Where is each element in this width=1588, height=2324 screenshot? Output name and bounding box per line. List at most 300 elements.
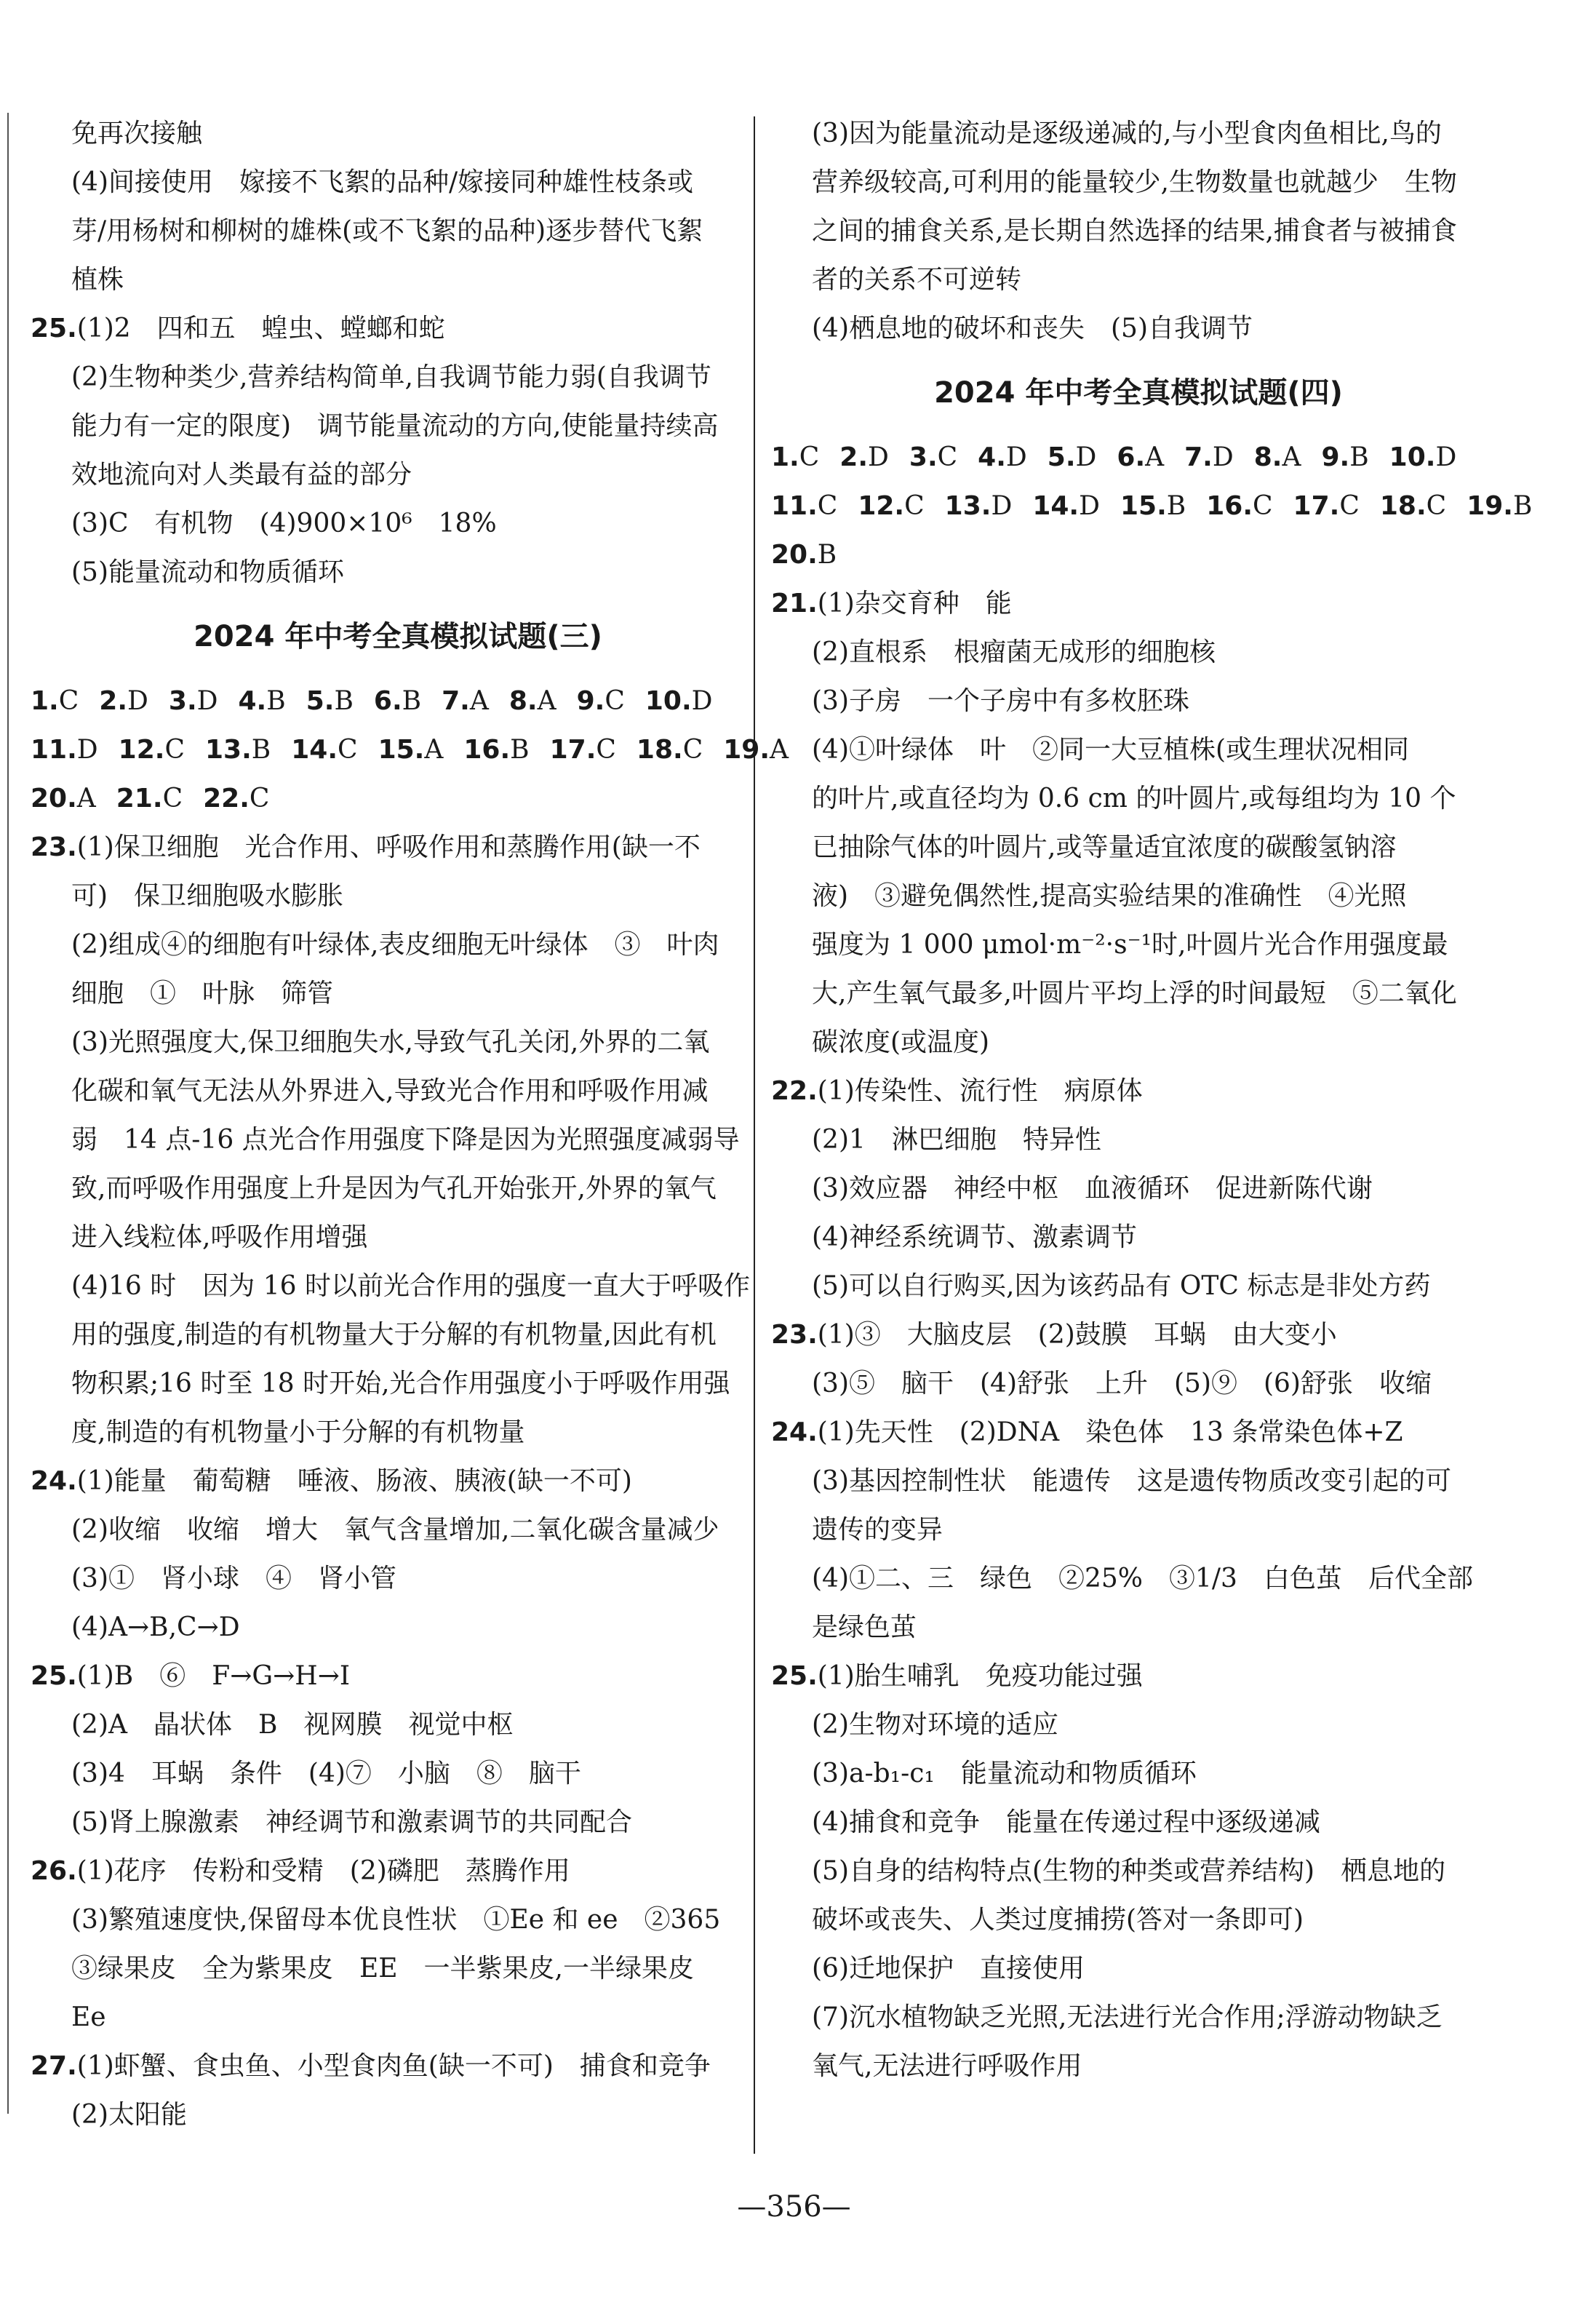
mc-answer: A [424,735,444,765]
mc-number: 13. [204,735,252,765]
answer-line [31,353,765,402]
answer-line [31,1213,765,1262]
question-number: 25. [771,1661,818,1691]
mc-item [306,677,354,725]
answer-line [771,1115,1506,1164]
mc-number: 3. [168,686,197,716]
mc-answer: C [799,442,820,472]
answer-text: (3)效应器 神经中枢 血液循环 促进新陈代谢 [812,1174,1373,1203]
lines-after-mc [31,823,765,2139]
answer-line [771,304,1506,353]
mc-item [119,725,185,774]
mc-number: 11. [771,491,818,521]
answer-line [771,1895,1506,1944]
answer-text: 之间的捕食关系,是长期自然选择的结果,捕食者与被捕食 [812,216,1457,246]
mc-row [31,774,765,823]
mc-answer: D [1075,442,1097,472]
answer-text: (4)间接使用 嫁接不飞絮的品种/嫁接同种雄性枝条或 [71,167,694,197]
mc-number: 14. [1032,491,1080,521]
answer-line [31,1847,765,1895]
mc-answer: C [249,784,270,813]
answer-text: 强度为 1 000 μmol·m⁻²·s⁻¹时,叶圆片光合作用强度最 [812,930,1448,960]
answer-text: (1)2 四和五 蝗虫、螳螂和蛇 [76,314,445,343]
answer-text: (5)能量流动和物质循环 [71,557,344,587]
answer-line [31,1018,765,1067]
mc-answer: C [1253,491,1273,521]
answer-text: 营养级较高,可利用的能量较少,生物数量也就越少 生物 [812,167,1457,197]
mc-number: 9. [1321,442,1350,472]
mc-item [577,677,625,725]
mc-item [1293,482,1360,530]
mc-item [509,677,556,725]
answer-text: (3)因为能量流动是逐级递减的,与小型食肉鱼相比,鸟的 [812,119,1442,148]
answer-line [31,1164,765,1213]
right-column [771,109,1533,2090]
lines-before-title [31,109,765,597]
answer-text: (3)子房 一个子房中有多枚胚珠 [812,686,1189,716]
mc-number: 10. [1389,442,1436,472]
mc-number: 2. [99,686,128,716]
answer-line [31,255,765,304]
answer-text: (3)4 耳蜗 条件 (4)⑦ 小脑 ⑧ 脑干 [71,1759,581,1788]
mc-item [1389,433,1457,482]
mc-item [203,774,269,823]
mc-row [771,482,1533,530]
answer-text: 可) 保卫细胞吸水膨胀 [71,881,344,911]
mc-number: 18. [1379,491,1427,521]
answer-text: (3)① 肾小球 ④ 肾小管 [71,1564,396,1593]
mc-number: 19. [723,735,770,765]
mc-answer: C [58,686,79,716]
mc-answer: D [1212,442,1234,472]
answer-text: (3)C 有机物 (4)900×10⁶ 18% [71,509,497,538]
mc-answer: C [164,735,185,765]
mc-number: 16. [1206,491,1253,521]
answer-line [31,2090,765,2139]
mc-number: 8. [508,686,538,716]
answer-line [771,109,1506,158]
mc-number: 12. [118,735,165,765]
mc-item [771,433,819,482]
mc-number: 14. [291,735,338,765]
answer-line [31,1993,765,2042]
answer-text: (7)沉水植物缺乏光照,无法进行光合作用;浮游动物缺乏 [812,2002,1443,2032]
mc-answer: C [817,491,838,521]
mc-item [771,482,837,530]
mc-item [378,725,444,774]
answer-line [771,1944,1506,1993]
mc-number: 20. [31,784,77,813]
answer-line [31,920,765,969]
mc-answer: B [817,540,837,570]
answer-text: (2)组成④的细胞有叶绿体,表皮细胞无叶绿体 ③ 叶肉 [71,930,719,960]
question-number: 22. [771,1076,818,1106]
mc-row [771,530,1506,579]
answer-text: 物积累;16 时至 18 时开始,光合作用强度小于呼吸作用强 [71,1369,730,1398]
mc-number: 19. [1467,491,1513,521]
mc-answer: A [76,784,96,813]
mc-item [1254,433,1301,482]
mc-number: 21. [116,784,163,813]
answer-line [771,579,1506,628]
answer-line [31,1895,765,1944]
mc-answer: C [682,735,703,765]
mc-item [1117,433,1164,482]
answer-line [31,207,765,255]
mc-number: 20. [771,540,818,570]
mc-number: 5. [306,686,335,716]
answer-line [31,548,765,597]
mc-number: 17. [549,735,597,765]
answer-line [31,1067,765,1115]
mc-number: 16. [463,735,511,765]
answer-line [31,1408,765,1457]
answer-line [31,1944,765,1993]
mc-item [31,774,96,823]
answer-line [31,1457,765,1505]
answer-line [771,2042,1506,2090]
mc-answer: A [469,686,489,716]
answer-text: (3)光照强度大,保卫细胞失水,导致气孔关闭,外界的二氧 [71,1027,710,1057]
mc-row [31,725,789,774]
answer-text: (4)16 时 因为 16 时以前光合作用的强度一直大于呼吸作 [71,1271,750,1301]
mc-answer: B [1166,491,1186,521]
answer-text: (2)A 晶状体 B 视网膜 视觉中枢 [71,1710,514,1740]
mc-item [550,725,616,774]
answer-line [31,1749,765,1798]
answer-text: 者的关系不可逆转 [812,265,1022,295]
answer-line [31,158,765,207]
answer-text: (1)虾蟹、食虫鱼、小型食肉鱼(缺一不可) 捕食和竞争 [76,2051,711,2081]
mc-number: 17. [1293,491,1340,521]
answer-text: 是绿色茧 [812,1612,917,1642]
mc-number: 1. [771,442,799,472]
mc-answer: B [1512,491,1533,521]
mc-answer: B [1349,442,1369,472]
answer-line [31,450,765,499]
answer-line [771,969,1506,1018]
mc-answer: C [904,491,925,521]
mc-item [771,530,837,579]
answer-text: 碳浓度(或温度) [812,1027,990,1057]
mc-answer: C [338,735,358,765]
answer-text: (1)③ 大脑皮层 (2)鼓膜 耳蜗 由大变小 [817,1320,1337,1350]
answer-line [771,1359,1506,1408]
question-number: 23. [31,832,77,862]
answer-line [31,969,765,1018]
answer-text: (1)胎生哺乳 免疫功能过强 [817,1661,1143,1691]
mc-number: 1. [31,686,59,716]
answer-text: 细胞 ① 叶脉 筛管 [71,979,334,1008]
mc-item [1032,482,1100,530]
answer-line [31,2042,765,2090]
answer-text: Ee [71,2002,106,2032]
mc-answer: D [991,491,1013,521]
lines-before-title [771,109,1506,353]
lines-after-mc [771,579,1506,2090]
mc-answer: C [605,686,625,716]
mc-answer: B [251,735,271,765]
mc-number: 12. [858,491,905,521]
answer-line [771,1847,1506,1895]
answer-text: (2)收缩 收缩 增大 氧气含量增加,二氧化碳含量减少 [71,1515,719,1545]
answer-line [31,1603,765,1652]
mc-item [291,725,357,774]
answer-line [31,1652,765,1700]
answer-text: 遗传的变异 [812,1515,943,1545]
answer-line [771,1798,1506,1847]
answer-line [771,1213,1506,1262]
answer-text: (1)保卫细胞 光合作用、呼吸作用和蒸腾作用(缺一不 [76,832,701,862]
answer-text: (1)先天性 (2)DNA 染色体 13 条常染色体+Z [817,1417,1403,1447]
answer-text: 效地流向对人类最有益的部分 [71,460,412,490]
answer-line [31,304,765,353]
answer-text: (2)直根系 根瘤菌无成形的细胞核 [812,637,1216,667]
answer-text: (1)B ⑥ F→G→H→I [76,1661,351,1691]
mc-number: 18. [636,735,683,765]
answer-text: (2)生物对环境的适应 [812,1710,1058,1740]
answer-text: 化碳和氧气无法从外界进入,导致光合作用和呼吸作用减 [71,1076,709,1106]
answer-text: (1)花序 传粉和受精 (2)磷肥 蒸腾作用 [76,1856,570,1886]
answer-line [31,1115,765,1164]
answer-line [771,158,1506,207]
answer-line [771,677,1506,725]
mc-number: 22. [203,784,250,813]
answer-text: (3)a-b₁-c₁ 能量流动和物质循环 [812,1759,1197,1788]
answer-text: (3)⑤ 脑干 (4)舒张 上升 (5)⑨ (6)舒张 收缩 [812,1369,1432,1398]
answer-line [31,872,765,920]
answer-line [771,1310,1506,1359]
answer-line [31,1505,765,1554]
mc-number: 4. [238,686,267,716]
multiple-choice-answers [31,677,789,823]
mc-answer: D [1435,442,1457,472]
answer-line [771,207,1506,255]
mc-item [945,482,1013,530]
answer-line [771,1603,1506,1652]
answer-line [31,1359,765,1408]
answer-text: (4)A→B,C→D [71,1612,240,1642]
mc-item [858,482,924,530]
answer-line [31,1700,765,1749]
answer-line [771,920,1506,969]
answer-text: (1)传染性、流行性 病原体 [817,1076,1143,1106]
mc-item [239,677,286,725]
mc-answer: D [127,686,148,716]
answer-text: (1)能量 葡萄糖 唾液、肠液、胰液(缺一不可) [76,1466,632,1496]
answer-line [771,872,1506,920]
mc-answer: D [196,686,218,716]
mc-number: 13. [944,491,991,521]
answer-line [771,1993,1506,2042]
answer-text: 弱 14 点-16 点光合作用强度下降是因为光照强度减弱导 [71,1125,740,1155]
mc-item [1048,433,1097,482]
mc-answer: D [1005,442,1027,472]
mc-answer: C [596,735,616,765]
mc-item [31,725,98,774]
mc-answer: B [402,686,422,716]
answer-line [771,1749,1506,1798]
mc-item [839,433,889,482]
mc-number: 7. [1184,442,1213,472]
answer-text: 用的强度,制造的有机物量大于分解的有机物量,因此有机 [71,1320,717,1350]
answer-text: 致,而呼吸作用强度上升是因为气孔开始张开,外界的氧气 [71,1174,717,1203]
mc-answer: D [76,735,98,765]
answer-text: ③绿果皮 全为紫果皮 EE 一半紫果皮,一半绿果皮 [71,1954,695,1983]
mc-number: 3. [909,442,938,472]
mc-number: 11. [31,735,77,765]
section-title: 2024 年中考全真模拟试题(三) [193,620,602,653]
answer-text: (2)1 淋巴细胞 特异性 [812,1125,1101,1155]
mc-number: 2. [839,442,869,472]
answer-text: 氧气,无法进行呼吸作用 [812,2051,1082,2081]
answer-line [771,774,1506,823]
mc-answer: D [1079,491,1100,521]
mc-answer: A [1145,442,1165,472]
answer-line [771,1262,1506,1310]
answer-text: (3)基因控制性状 能遗传 这是遗传物质改变引起的可 [812,1466,1451,1496]
answer-text: 大,产生氧气最多,叶圆片平均上浮的时间最短 ⑤二氧化 [812,979,1457,1008]
mc-answer: C [1426,491,1447,521]
answer-line [31,1554,765,1603]
question-number: 27. [31,2051,77,2081]
answer-text: (5)自身的结构特点(生物的种类或营养结构) 栖息地的 [812,1856,1446,1886]
question-number: 23. [771,1320,818,1350]
mc-number: 5. [1047,442,1076,472]
section-title: 2024 年中考全真模拟试题(四) [934,376,1343,410]
answer-line [771,1067,1506,1115]
answer-line [771,1652,1506,1700]
mc-item [1467,482,1532,530]
answer-line [771,1018,1506,1067]
answer-text: (2)生物种类少,营养结构简单,自我调节能力弱(自我调节 [71,362,711,392]
answer-line [31,1310,765,1359]
answer-text: 能力有一定的限度) 调节能量流动的方向,使能量持续高 [71,411,719,441]
answer-text: (4)捕食和竞争 能量在传递过程中逐级递减 [812,1807,1320,1837]
answer-line [31,499,765,548]
mc-item [99,677,148,725]
mc-item [31,677,79,725]
mc-item [463,725,529,774]
answer-text: (4)①叶绿体 叶 ②同一大豆植株(或生理状况相同 [812,735,1410,765]
mc-number: 6. [1117,442,1146,472]
answer-text: (6)迁地保护 直接使用 [812,1954,1085,1983]
mc-answer: D [868,442,889,472]
answer-line [31,823,765,872]
answer-text: 免再次接触 [71,119,203,148]
multiple-choice-answers [771,433,1533,579]
answer-text: (3)繁殖速度快,保留母本优良性状 ①Ee 和 ee ②365 [71,1905,721,1935]
mc-answer: A [1282,442,1301,472]
answer-line [771,628,1506,677]
mc-item [978,433,1027,482]
answer-line [771,1457,1506,1505]
mc-item [909,433,957,482]
answer-text: (4)①二、三 绿色 ②25% ③1/3 白色茧 后代全部 [812,1564,1473,1593]
answer-line [771,1164,1506,1213]
mc-number: 9. [576,686,605,716]
answer-text: (5)肾上腺激素 神经调节和激素调节的共同配合 [71,1807,632,1837]
mc-item [205,725,271,774]
mc-row [31,677,765,725]
mc-answer: C [937,442,958,472]
question-number: 25. [31,314,77,343]
mc-answer: B [266,686,286,716]
mc-answer: B [510,735,530,765]
mc-number: 15. [378,735,425,765]
mc-item [169,677,218,725]
answer-text: 度,制造的有机物量小于分解的有机物量 [71,1417,525,1447]
mc-answer: D [691,686,713,716]
mc-item [442,677,489,725]
answer-line [771,823,1506,872]
mc-answer: C [162,784,183,813]
mc-item [637,725,703,774]
mc-item [116,774,183,823]
mc-number: 10. [645,686,692,716]
mc-item [1120,482,1186,530]
mc-number: 7. [442,686,470,716]
mc-item [1184,433,1234,482]
question-number: 24. [31,1466,77,1496]
answer-line [771,1408,1506,1457]
mc-answer: A [537,686,556,716]
question-number: 26. [31,1856,77,1886]
answer-text: (2)太阳能 [71,2100,187,2130]
answer-line [31,1262,765,1310]
answer-text: 的叶片,或直径均为 0.6 cm 的叶圆片,或每组均为 10 个 [812,784,1456,813]
answer-text: (4)栖息地的破坏和丧失 (5)自我调节 [812,314,1253,343]
answer-line [31,402,765,450]
mc-number: 15. [1120,491,1167,521]
mc-item [645,677,713,725]
answer-text: 进入线粒体,呼吸作用增强 [71,1222,368,1252]
answer-text: 已抽除气体的叶圆片,或等量适宜浓度的碳酸氢钠溶 [812,832,1397,862]
answer-text: 植株 [71,265,124,295]
question-number: 25. [31,1661,77,1691]
mc-number: 4. [978,442,1006,472]
mc-answer: C [1339,491,1360,521]
mc-number: 6. [373,686,402,716]
answer-line [771,1554,1506,1603]
answer-text: 破坏或丧失、人类过度捕捞(答对一条即可) [812,1905,1304,1935]
mc-item [1380,482,1446,530]
answer-text: 液) ③避免偶然性,提高实验结果的准确性 ④光照 [812,881,1407,911]
mc-answer: B [334,686,354,716]
answer-line [31,109,765,158]
answer-line [771,1505,1506,1554]
answer-line [771,255,1506,304]
page-number: —356— [737,2190,851,2224]
answer-text: (4)神经系统调节、激素调节 [812,1222,1137,1252]
mc-item [1206,482,1272,530]
left-column [31,109,789,2139]
mc-item [374,677,421,725]
mc-row [771,433,1506,482]
answer-text: (1)杂交育种 能 [817,589,1012,618]
answer-text: 芽/用杨树和柳树的雄株(或不飞絮的品种)逐步替代飞絮 [71,216,703,246]
answer-line [31,1798,765,1847]
answer-line [771,725,1506,774]
question-number: 24. [771,1417,818,1447]
page-edge-bar [7,113,9,2114]
mc-answer: A [770,735,789,765]
question-number: 21. [771,589,818,618]
mc-number: 8. [1253,442,1282,472]
answer-line [771,1700,1506,1749]
mc-item [1321,433,1368,482]
answer-text: (5)可以自行购买,因为该药品有 OTC 标志是非处方药 [812,1271,1431,1301]
